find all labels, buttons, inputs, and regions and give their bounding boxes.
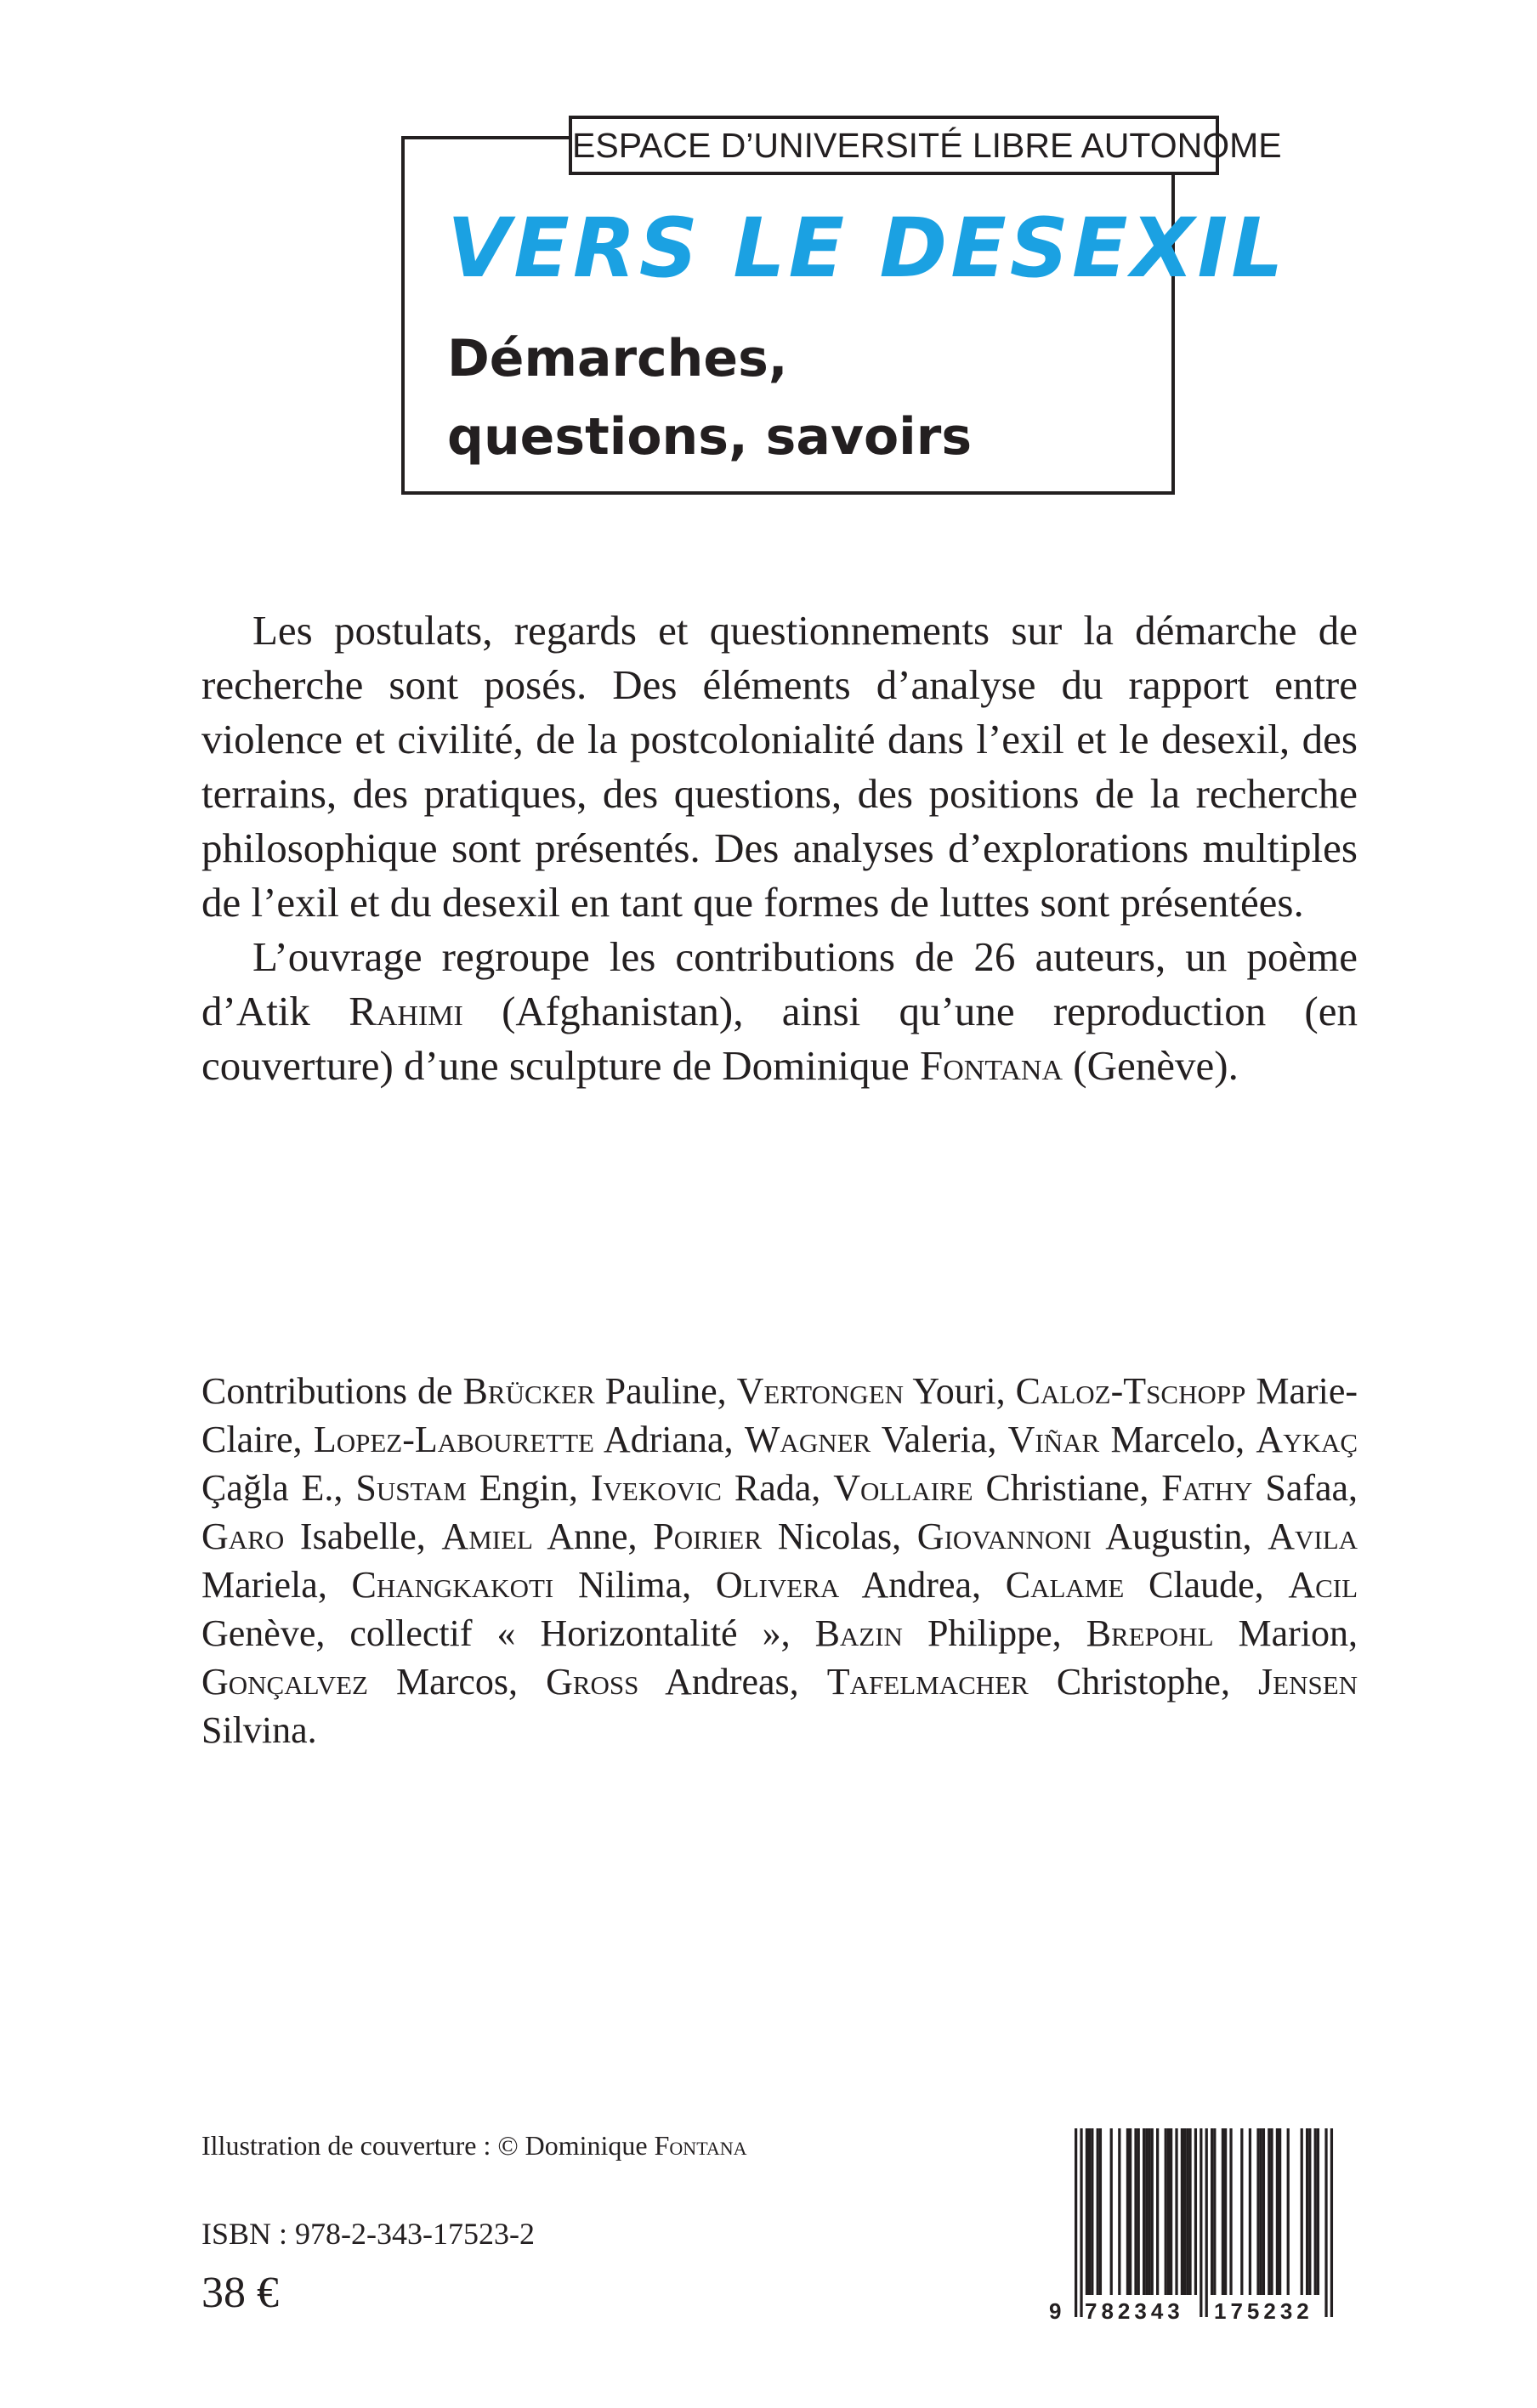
contributor-surname: Avila [1268,1516,1358,1557]
contributor-given-name: Isabelle, [299,1516,426,1557]
barcode-bar [1314,2128,1317,2295]
barcode-bar [1088,2128,1091,2295]
barcode-bar [1308,2128,1311,2295]
contributor-given-name: Andrea, [861,1564,982,1606]
contributor-surname: Caloz-Tschopp [1015,1370,1246,1412]
contributor-given-name: Nilima, [577,1564,692,1606]
barcode-bar [1170,2128,1172,2295]
illustration-name: Fontana [654,2130,747,2161]
barcode-bar [1268,2128,1270,2295]
barcode-bar [1200,2128,1202,2317]
contributor-given-name: Nicolas, [777,1516,902,1557]
barcode-bar [1188,2128,1191,2295]
barcode-bar [1134,2128,1137,2295]
contributor-given-name: Marcos, [396,1661,519,1703]
barcode-bar [1330,2128,1333,2317]
contributor [745,1419,996,1460]
contributor-given-name: Marion, [1238,1612,1358,1654]
barcode-bar [1186,2128,1188,2295]
contributor-given-name: Christiane, [985,1467,1149,1509]
contributor-surname: Viñar [1007,1419,1100,1460]
blurb-text: L’ouvrage regroupe les contributions de 26 auteurs, un poème d’Atik [201,933,1358,1034]
barcode-bar [1224,2128,1227,2295]
barcode-bar [1099,2128,1102,2295]
contributor-surname: Fathy [1161,1467,1253,1509]
barcode-bar [1324,2128,1327,2317]
barcode-bar [1256,2128,1259,2295]
barcode-bar [1126,2128,1129,2295]
contributor-given-name: Rada, [734,1467,821,1509]
contributor [463,1370,727,1412]
contributors-intro: Contributions de [201,1370,453,1412]
barcode-bar [1306,2128,1308,2295]
barcode-bar [1075,2128,1077,2317]
contributor-given-name: Christophe, [1056,1661,1230,1703]
contributor-given-name: Mariela, [201,1564,327,1606]
contributor [349,1612,790,1654]
contributor [314,1419,734,1460]
barcode-bar [1148,2128,1150,2295]
book-subtitle [447,320,972,476]
barcode-left-digits: 782343 [1085,2298,1184,2322]
barcode-bar [1091,2128,1093,2295]
barcode-bar [1086,2128,1088,2295]
contributor-surname: Aykaç [1256,1419,1358,1460]
barcode-bar [1222,2128,1224,2295]
contributor-given-name: Youri, [912,1370,1006,1412]
contributor-surname: Amiel [441,1516,533,1557]
contributor-given-name: Anne, [547,1516,638,1557]
contributor [201,1661,518,1703]
contributor [1008,1419,1245,1460]
contributor-given-name: Genève, [201,1612,326,1654]
contributor-surname: Garo [201,1516,285,1557]
barcode-bar [1129,2128,1131,2295]
contributor-given-name: Augustin, [1105,1516,1252,1557]
blurb-paragraph-1: Les postulats, regards et questionnements sur la démarche de recherche sont posés. Des éléments d’analyse du rapport entre violence et civilité, de la postcolonialité dans l’exil et le desexil, des terrains, des pratiques, des questions, des positions de la recherche philosophique sont présentés. Des analyses d’explorations multiples de l’exil et du desexil en tant que formes de luttes sont présentées. [201,607,1358,926]
barcode-bar [1287,2128,1290,2295]
illustration-text: Illustration de couverture : © Dominique [201,2130,655,2161]
contributor [591,1467,820,1509]
barcode-bar [1301,2128,1303,2295]
contributor [355,1467,578,1509]
barcode-bar [1270,2128,1273,2295]
contributor-given-name: Adriana, [603,1419,734,1460]
contributor-surname: Wagner [744,1419,871,1460]
barcode-bar [1249,2128,1251,2295]
barcode-bar [1118,2128,1120,2295]
contributor [352,1564,692,1606]
price: 38 € [201,2269,279,2317]
contributor-surname: Lopez-Labourette [313,1419,594,1460]
barcode-bar [1143,2128,1145,2295]
contributor-given-name: Pauline, [604,1370,727,1412]
contributor [653,1516,901,1557]
contributor-given-name: Marcelo, [1110,1419,1245,1460]
contributor-given-name: Valeria, [881,1419,997,1460]
contributor [441,1516,637,1557]
barcode-bar [1156,2128,1159,2295]
contributor-surname: Poirier [653,1516,763,1557]
barcode-bar [1181,2128,1183,2295]
book-title: VERS LE DESEXIL [447,201,1287,296]
contributor-surname: Acil [1288,1564,1358,1606]
barcode-bar [1240,2128,1243,2295]
blurb-paragraph-2 [201,930,1358,1093]
blurb-text: (Afghanistan), ainsi qu’une reproduction (en couverture) d’une sculpture de Dominique [201,988,1358,1089]
contributor-surname: Brepohl [1086,1612,1214,1654]
barcode-bar [1151,2128,1154,2295]
contributor-surname: Giovannoni [916,1516,1092,1557]
contributor-surname: Bazin [814,1612,903,1654]
contributor-surname: Sustam [355,1467,467,1509]
contributor [827,1661,1230,1703]
contributor-given-name: Marie-Claire, [201,1370,1358,1460]
author-name-rahimi: Rahimi [349,988,463,1034]
subtitle-line-2: questions, savoirs [447,407,973,467]
contributor-surname: Gonçalvez [201,1661,368,1703]
illustration-credit [201,2128,747,2162]
contributor [1161,1467,1358,1509]
title-box [401,136,1287,495]
isbn: ISBN : 978-2-343-17523-2 [201,2217,535,2251]
contributor [546,1661,799,1703]
barcode-bar [1229,2128,1232,2295]
contributor-surname: Vertongen [736,1370,905,1412]
author-name-fontana: Fontana [919,1042,1063,1089]
barcode-first-digit: 9 [1049,2298,1062,2322]
contributor [833,1467,1148,1509]
contributor-given-name: Claude, [1148,1564,1264,1606]
contributor-surname: Calame [1005,1564,1125,1606]
barcode-bar [1205,2128,1208,2317]
barcode-bar [1317,2128,1319,2295]
barcode-bar [1276,2128,1279,2295]
barcode-bar [1211,2128,1213,2295]
barcode-bar [1110,2128,1113,2295]
contributor-given-name: Philippe, [927,1612,1062,1654]
blurb [201,603,1358,1093]
barcode-bar [1097,2128,1099,2295]
barcode-bar [1262,2128,1265,2295]
contributor-surname: Ivekovic [590,1467,722,1509]
barcode-right-digits: 175232 [1214,2298,1313,2322]
contributor-surname: Gross [546,1661,639,1703]
contributor-given-name: Andreas, [665,1661,799,1703]
barcode-bar [1183,2128,1186,2295]
contributor-surname: Changkakoti [351,1564,554,1606]
barcode-bar [1165,2128,1167,2295]
contributor-surname: Tafelmacher [826,1661,1029,1703]
contributor [1006,1564,1264,1606]
contributor [1086,1612,1358,1654]
barcode-bar [1194,2128,1197,2295]
contributor-given-name: Silvina. [201,1709,317,1751]
subtitle-line-1: Démarches, [447,329,788,388]
barcode-bar [1145,2128,1148,2295]
contributor-surname: Vollaire [833,1467,973,1509]
barcode-bar [1080,2128,1082,2317]
contributor-given-name: Safaa, [1265,1467,1358,1509]
blurb-text: (Genève). [1063,1042,1239,1089]
contributor-given-name: Engin, [479,1467,578,1509]
barcode-bar [1213,2128,1216,2295]
contributor-given-name: collectif « Horizontalité », [349,1612,791,1654]
contributor [815,1612,1062,1654]
barcode-bar [1167,2128,1170,2295]
barcode-bar [1137,2128,1140,2295]
contributor-surname: Jensen [1258,1661,1358,1703]
series-label: ESPACE D’UNIVERSITÉ LIBRE AUTONOME [569,116,1219,175]
contributor-surname: Brücker [462,1370,595,1412]
contributor [201,1516,426,1557]
barcode-bar [1175,2128,1177,2295]
contributors-list [201,1367,1358,1754]
contributor-surname: Olivera [715,1564,840,1606]
contributor [716,1564,981,1606]
barcode-bar [1260,2128,1262,2295]
barcode-bar [1279,2128,1281,2295]
barcode [1044,2128,1352,2322]
contributor [917,1516,1252,1557]
contributor [737,1370,1006,1412]
contributor-given-name: Çağla E., [201,1467,343,1509]
